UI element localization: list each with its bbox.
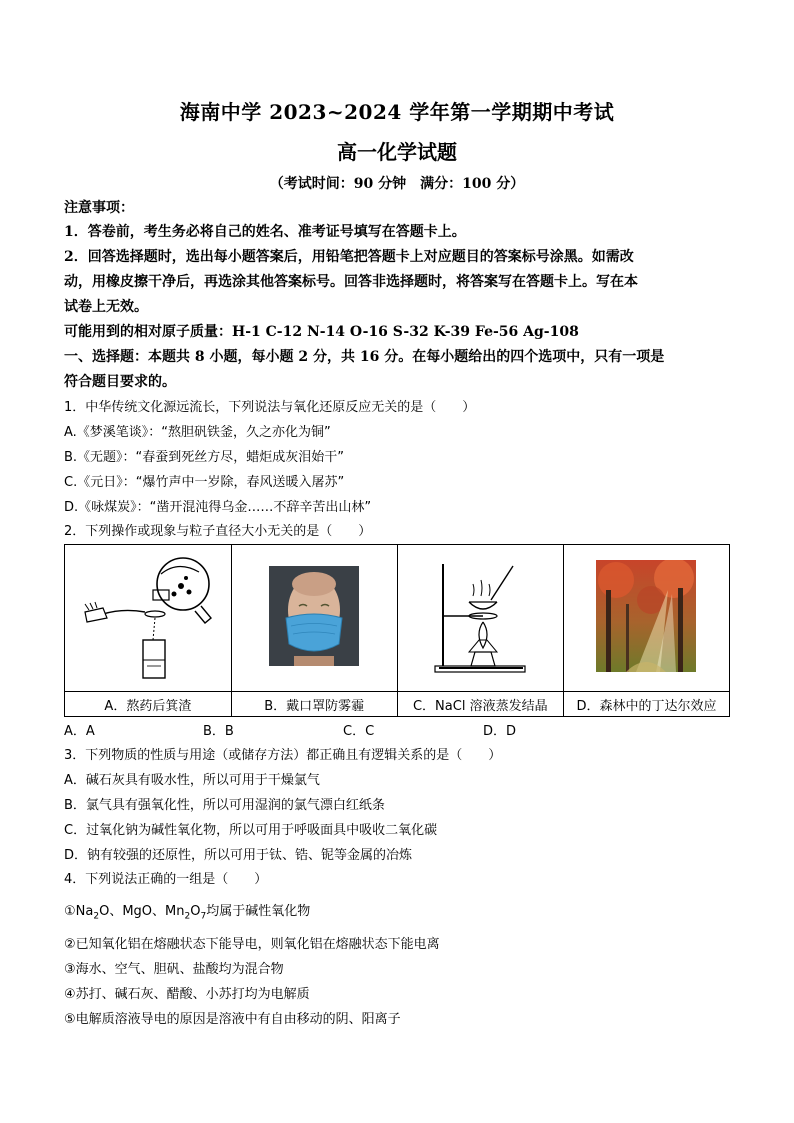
q3-option-d: D．钠有较强的还原性，所以可用于钛、锆、铌等金属的冶炼 (64, 848, 413, 863)
atomic-mass-line: 可能用到的相对原子质量：H-1 C-12 N-14 O-16 S-32 K-39 Fe-56 Ag-108 (64, 324, 579, 340)
q1-option-d: D.《咏煤炭》：“凿开混沌得乌金……不辞辛苦出山林” (64, 500, 372, 515)
q4-s1-tail: 均属于碱性氧化物 (206, 904, 311, 919)
q4-statement-4: ④苏打、碱石灰、醋酸、小苏打均为电解质 (64, 987, 310, 1002)
section1-line-1: 一、选择题：本题共 8 小题，每小题 2 分，共 16 分。在每小题给出的四个选项中，只有一项是 (64, 349, 665, 365)
q1-option-a: A.《梦溪笔谈》：“熬胆矾铁釜，久之亦化为铜” (64, 425, 331, 440)
q3-option-a: A．碱石灰具有吸水性，所以可用于干燥氯气 (64, 773, 320, 788)
q4-stem: 4．下列说法正确的一组是（ ） (64, 872, 268, 887)
evaporation-illustration (425, 556, 535, 676)
q2-stem: 2．下列操作或现象与粒子直径大小无关的是（ ） (64, 524, 372, 539)
q1-option-b: B.《无题》：“春蚕到死丝方尽，蜡炬成灰泪始干” (64, 450, 345, 465)
q4-s1-formula-2-mid: O (190, 904, 201, 919)
figure-b-cell (231, 545, 397, 692)
q4-statement-2: ②已知氧化铝在熔融状态下能导电，则氧化铝在熔融状态下能电离 (64, 937, 440, 952)
filtering-illustration (73, 548, 223, 684)
q4-statement-3: ③海水、空气、胆矾、盐酸均为混合物 (64, 962, 284, 977)
q2-option-d: D．D (483, 724, 517, 739)
q4-s1-prefix: ① (64, 904, 76, 919)
q4-s1-formula-2-sub-1: 2 (184, 911, 191, 922)
figure-a-cell (65, 545, 232, 692)
q4-s1-formula-1: Na (75, 904, 94, 919)
q2-option-b: B．B (203, 724, 234, 739)
q4-s1-formula-1-sub: 2 (93, 911, 100, 922)
q3-option-c: C．过氧化钠为碱性氧化物，所以可用于呼吸面具中吸收二氧化碳 (64, 823, 438, 838)
exam-info: （考试时间：90 分钟 满分：100 分） (269, 176, 525, 192)
q4-statement-5: ⑤电解质溶液导电的原因是溶液中有自由移动的阴、阳离子 (64, 1012, 401, 1027)
q3-stem: 3．下列物质的性质与用途（或储存方法）都正确且有逻辑关系的是（ ） (64, 748, 502, 763)
q2-option-a: A．A (64, 724, 95, 739)
figure-d-cell (563, 545, 729, 692)
caption-b: B．戴口罩防雾霾 (231, 692, 397, 717)
notes-item-2-line-3: 试卷上无效。 (64, 299, 148, 315)
q4-s1-formula-2-sub-2: 7 (200, 911, 207, 922)
figure-c-cell (397, 545, 563, 692)
notes-item-2-line-2: 动，用橡皮擦干净后，再选涂其他答案标号。回答非选择题时，将答案写在答题卡上。写在本 (64, 274, 638, 290)
q2-option-c: C．C (343, 724, 375, 739)
notes-item-1: 1．答卷前，考生务必将自己的姓名、准考证号填写在答题卡上。 (64, 224, 466, 240)
q4-s1-formula-2: 、MgO、Mn (109, 904, 185, 919)
caption-d: D．森林中的丁达尔效应 (563, 692, 729, 717)
caption-a: A．熬药后箕渣 (65, 692, 232, 717)
q3-option-b: B．氯气具有强氧化性，所以可用湿润的氯气漂白红纸条 (64, 798, 385, 813)
q2-figure-table (64, 544, 730, 717)
section1-line-2: 符合题目要求的。 (64, 374, 176, 390)
forest-photo (596, 560, 696, 672)
q1-stem: 1．中华传统文化源远流长，下列说法与氧化还原反应无关的是（ ） (64, 400, 476, 415)
q1-option-c: C.《元日》：“爆竹声中一岁除，春风送暖入屠苏” (64, 475, 345, 490)
q4-s1-formula-1-tail: O (99, 904, 110, 919)
notes-item-2-line-1: 2．回答选择题时，选出每小题答案后，用铅笔把答题卡上对应题目的答案标号涂黑。如需改 (64, 249, 634, 265)
school-title: 海南中学 2023~2024 学年第一学期期中考试 (179, 100, 615, 124)
caption-c: C．NaCl 溶液蒸发结晶 (397, 692, 563, 717)
mask-photo (269, 566, 359, 666)
q4-statement-1 (64, 899, 734, 930)
subject-title: 高一化学试题 (337, 140, 457, 164)
notes-heading: 注意事项： (64, 200, 134, 216)
